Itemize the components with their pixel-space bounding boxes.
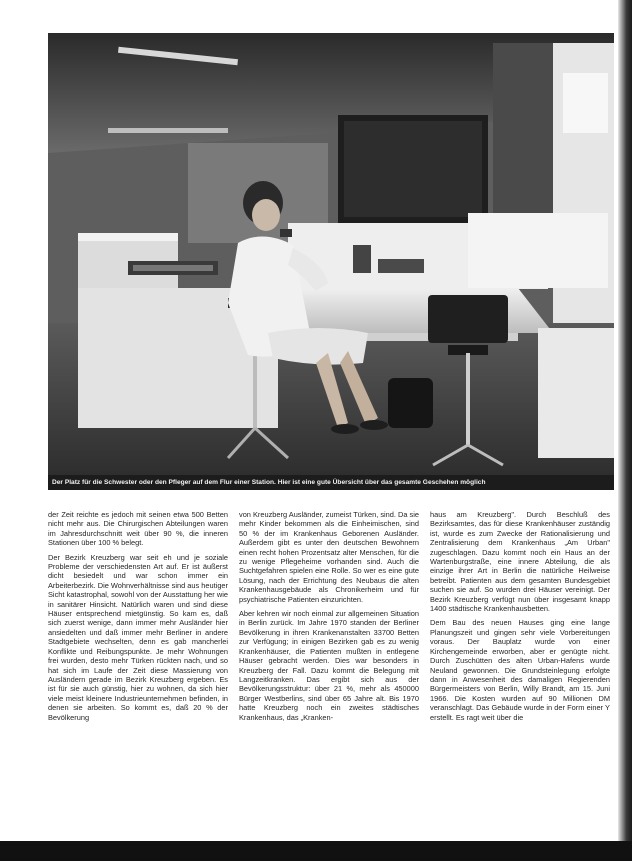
paragraph: Dem Bau des neuen Hauses ging eine lange Planungszeit und gingen sehr viele Vorbereitungen voraus. Der Bauplatz wurde von einer Kirchengemeinde erworben, aber er genügte nicht. Durch Zuschütten des alten Urban-Hafens wurde Neuland gewonnen. Die Grundsteinlegung erfolgte dann in Anwesenheit des damaligen Regierenden Bürgermeisters von Berlin, Willy Brandt, am 15. Juni 1966. Die Kosten wurden auf 90 Millionen DM veranschlagt. Das Gebäude wurde in der Form einer Y erstellt. Es ragt weit über die xyxy=(430,618,610,722)
scan-bottom-border xyxy=(0,841,632,861)
text-column-2 xyxy=(239,510,419,727)
binding-shadow xyxy=(618,0,632,861)
photo-caption: Der Platz für die Schwester oder den Pfleger auf dem Flur einer Station. Hier ist eine gute Übersicht über das gesamte Geschehen möglich xyxy=(48,475,614,490)
nurse-station-photo xyxy=(48,33,614,475)
paragraph: Der Bezirk Kreuzberg war seit eh und je soziale Probleme der verschiedensten Art auf. Er ist äußerst dicht besiedelt und war schon immer ein Arbeiterbezirk. Die Wohnverhältnisse sind aus heutiger Sicht katastrophal, sowohl von der Ausstattung her wie in sanitärer Hinsicht. Natürlich waren und sind diese Häuser entsprechend mietgünstig. So kam es, daß sich zuerst wenige, dann immer mehr Ausländer hier ansiedelten und daß immer mehr Berliner in andere Stadtgebiete wechselten, denn es gab mancherlei Konflikte und Reibungspunkte. Je mehr Wohnungen frei wurden, desto mehr Türken rückten nach, und so hat sich im Laufe der Zeit diese Massierung von Ausländern gerade im Bezirk Kreuzberg ergeben. Es ist für sie auch günstig, hier zu wohnen, da sich hier viele meist kleinere Industrieunternehmen befinden, in denen sie arbeiten. So kommt es, daß 20 % der Bevölkerung xyxy=(48,552,228,722)
text-column-1 xyxy=(48,510,228,727)
paragraph: von Kreuzberg Ausländer, zumeist Türken, sind. Da sie mehr Kinder bekommen als die Einheimischen, sind 50 % der im Krankenhaus Geborenen Ausländer. Außerdem gibt es unter den deutschen Bewohnern einen recht hohen Prozentsatz alter Menschen, für die zu wenige Pflegeheime vorhanden sind. Auch die Suchtgefahren spielen eine Rolle. So wer es eine gute Lösung, nach der Errichtung des Neubaus die alten Krankenhausgebäude als Chronikerheim und für psychiatrische Patienten einzurichten. xyxy=(239,510,419,604)
paragraph: Aber kehren wir noch einmal zur allgemeinen Situation in Berlin zurück. Im Jahre 1970 standen der Berliner Bevölkerung in ihren Krankenanstalten 33700 Betten zur Verfügung; in einigen Bezirken gab es zu wenig Krankenhäuser, die Patienten mußten in entlegene Häuser gebracht werden. Dies war besonders in Kreuzberg der Fall. Dazu kommt die Belegung mit Langzeitkranken. Das ergibt sich aus der Bevölkerungsstruktur: über 21 %, mehr als 450000 Bürger Westberlins, sind über 65 Jahre alt. Bis 1970 hatte Kreuzberg noch ein zweites städtisches Krankenhaus, das „Kranken- xyxy=(239,609,419,722)
article-body xyxy=(48,510,614,835)
paragraph: haus am Kreuzberg". Durch Beschluß des Bezirksamtes, das für diese Krankenhäuser zuständig ist, wurde es zum Zwecke der Rationalisierung und Zentralisierung dem Krankenhaus „Am Urban" zugeschlagen. Dazu kommt noch ein Haus an der Wartenburgstraße, eine innere Abteilung, die als einzige ihrer Art in Berlin die natürliche Heilweise betreibt. Patienten aus dem gesamten Bundesgebiet suchen sie auf. So wurden drei Häuser vereinigt. Der Bezirk Kreuzberg verfügt nun über insgesamt knapp 1400 städtische Krankenhausbetten. xyxy=(430,510,610,614)
paragraph: der Zeit reichte es jedoch mit seinen etwa 500 Betten nicht mehr aus. Die Chirurgischen Abteilungen waren im Jahresdurchschnitt weit über 90 %, die inneren Stationen über 100 % belegt. xyxy=(48,510,228,548)
text-column-3 xyxy=(430,510,610,727)
